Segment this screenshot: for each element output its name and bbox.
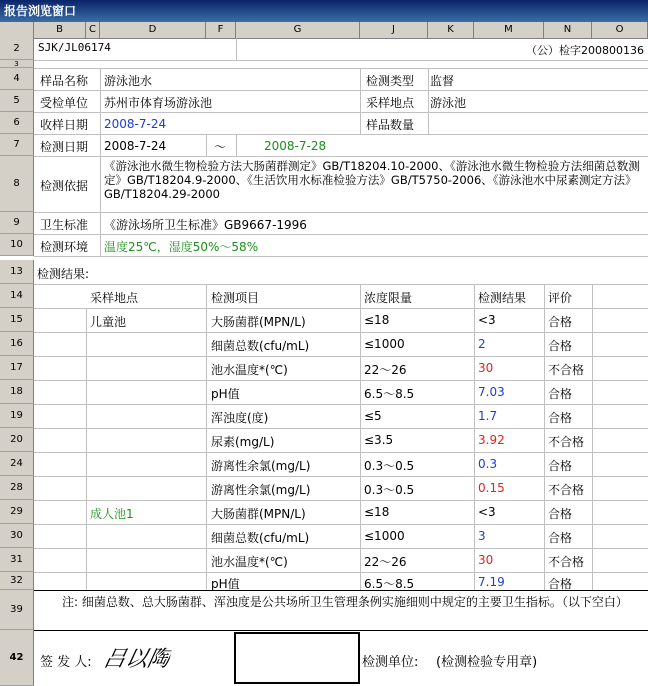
- table-row-limit[interactable]: 0.3～0.5: [364, 459, 415, 473]
- table-row-limit[interactable]: ≤1000: [364, 337, 405, 351]
- table-row-limit[interactable]: 22～26: [364, 555, 407, 569]
- date-range-tilde: ～: [214, 140, 227, 154]
- table-row-item[interactable]: 尿素(mg/L): [211, 435, 275, 449]
- window-title: 报告浏览窗口: [4, 4, 77, 18]
- unit-value[interactable]: 苏州市体育场游泳池: [104, 96, 213, 110]
- row-header-19[interactable]: 19: [0, 404, 34, 428]
- env-value[interactable]: 温度25℃，湿度50%～58%: [104, 240, 259, 254]
- table-row-eval[interactable]: 合格: [548, 411, 573, 425]
- certificate-number[interactable]: （公）检字200800136: [526, 44, 644, 57]
- org-seal-value[interactable]: (检测检验专用章): [436, 655, 538, 670]
- doc-number[interactable]: SJK/JL06174: [38, 41, 111, 54]
- row-header-39[interactable]: 39: [0, 590, 34, 630]
- table-row-limit[interactable]: ≤5: [364, 409, 382, 423]
- table-row-limit[interactable]: 22～26: [364, 363, 407, 377]
- table-row-item[interactable]: 细菌总数(cfu/mL): [211, 339, 310, 353]
- table-row-limit[interactable]: 6.5～8.5: [364, 577, 415, 590]
- row-header-28[interactable]: 28: [0, 476, 34, 500]
- row-header-4[interactable]: 4: [0, 68, 34, 90]
- signer-label: 签 发 人:: [40, 655, 92, 670]
- col-header-j[interactable]: J: [360, 22, 428, 38]
- row-header-17[interactable]: 17: [0, 356, 34, 380]
- row-header-14[interactable]: 14: [0, 284, 34, 308]
- test-date-to[interactable]: 2008-7-28: [264, 139, 327, 153]
- col-header-g[interactable]: G: [236, 22, 360, 38]
- table-row-item[interactable]: 浑浊度(度): [211, 411, 269, 425]
- spreadsheet-area[interactable]: [0, 38, 648, 686]
- table-row-eval[interactable]: 合格: [548, 339, 573, 353]
- corner-cell[interactable]: [0, 22, 34, 38]
- table-row-result[interactable]: 7.19: [478, 575, 505, 589]
- row-header-5[interactable]: 5: [0, 90, 34, 112]
- col-header-d[interactable]: D: [100, 22, 206, 38]
- test-type-value[interactable]: 监督: [430, 74, 455, 88]
- test-type-label: 检测类型: [366, 74, 415, 88]
- col-header-k[interactable]: K: [428, 22, 474, 38]
- table-row-eval[interactable]: 不合格: [548, 435, 585, 449]
- row-header-7[interactable]: 7: [0, 134, 34, 156]
- header-item: 检测项目: [211, 291, 260, 305]
- receive-date-value[interactable]: 2008-7-24: [104, 117, 167, 131]
- row-header-15[interactable]: 15: [0, 308, 34, 332]
- table-row-item[interactable]: 游离性余氯(mg/L): [211, 459, 311, 473]
- col-header-n[interactable]: N: [544, 22, 592, 38]
- table-row-result[interactable]: 1.7: [478, 409, 498, 423]
- table-row-eval[interactable]: 合格: [548, 315, 573, 329]
- col-header-o[interactable]: O: [592, 22, 648, 38]
- row-header-2[interactable]: 2: [0, 38, 34, 60]
- basis-label: 检测依据: [40, 179, 89, 193]
- table-row-limit[interactable]: ≤1000: [364, 529, 405, 543]
- column-header-bar: [0, 22, 648, 39]
- table-row-result[interactable]: 0.3: [478, 457, 498, 471]
- table-row-eval[interactable]: 合格: [548, 387, 573, 401]
- col-header-c[interactable]: C: [86, 22, 100, 38]
- row-header-6[interactable]: 6: [0, 112, 34, 134]
- receive-date-label: 收样日期: [40, 118, 89, 132]
- header-eval: 评价: [548, 291, 573, 305]
- col-header-f[interactable]: F: [206, 22, 236, 38]
- test-date-from[interactable]: 2008-7-24: [104, 139, 167, 153]
- site-value[interactable]: 游泳池: [430, 96, 467, 110]
- header-result: 检测结果: [478, 291, 527, 305]
- table-row-eval[interactable]: 不合格: [548, 483, 585, 497]
- col-header-b[interactable]: B: [34, 22, 86, 38]
- table-row-eval[interactable]: 合格: [548, 577, 573, 590]
- table-row-item[interactable]: 池水温度*(℃): [211, 555, 288, 569]
- table-row-result[interactable]: <3: [478, 505, 496, 519]
- row-header-9[interactable]: 9: [0, 212, 34, 234]
- col-header-m[interactable]: M: [474, 22, 544, 38]
- site-label: 采样地点: [366, 96, 415, 110]
- table-row-limit[interactable]: 6.5～8.5: [364, 387, 415, 401]
- results-label: 检测结果:: [37, 267, 90, 281]
- org-label: 检测单位:: [362, 655, 419, 670]
- seal-box[interactable]: [234, 632, 360, 684]
- row-header-32[interactable]: 32: [0, 572, 34, 590]
- table-row-item[interactable]: 池水温度*(℃): [211, 363, 288, 377]
- table-row-result[interactable]: <3: [478, 313, 496, 327]
- table-row-site[interactable]: 成人池1: [90, 507, 134, 521]
- table-row-eval[interactable]: 合格: [548, 507, 573, 521]
- sample-name-label: 样品名称: [40, 74, 89, 88]
- table-row-result[interactable]: 3: [478, 529, 486, 543]
- row-header-20[interactable]: 20: [0, 428, 34, 452]
- env-label: 检测环境: [40, 240, 89, 254]
- row-header-30[interactable]: 30: [0, 524, 34, 548]
- header-site: 采样地点: [90, 291, 139, 305]
- table-row-result[interactable]: 3.92: [478, 433, 505, 447]
- table-row-limit[interactable]: ≤18: [364, 505, 390, 519]
- test-date-label: 检测日期: [40, 140, 89, 154]
- standard-value[interactable]: 《游泳场所卫生标准》GB9667-1996: [104, 218, 307, 232]
- row-header-8[interactable]: 8: [0, 156, 34, 212]
- row-header-42[interactable]: 42: [0, 630, 34, 686]
- note-text[interactable]: 注: 细菌总数、总大肠菌群、浑浊度是公共场所卫生管理条例实施细则中规定的主要卫生指标。（以下空白）: [62, 595, 628, 609]
- table-row-result[interactable]: 2: [478, 337, 486, 351]
- row-header-3[interactable]: 3: [0, 60, 34, 68]
- row-header-29[interactable]: 29: [0, 500, 34, 524]
- table-row-result[interactable]: 30: [478, 553, 494, 567]
- table-row-item[interactable]: pH值: [211, 577, 240, 590]
- table-row-item[interactable]: pH值: [211, 387, 240, 401]
- table-row-item[interactable]: 游离性余氯(mg/L): [211, 483, 311, 497]
- table-row-eval[interactable]: 合格: [548, 531, 573, 545]
- table-row-item[interactable]: 大肠菌群(MPN/L): [211, 315, 306, 329]
- row-header-18[interactable]: 18: [0, 380, 34, 404]
- sample-name-value[interactable]: 游泳池水: [104, 74, 153, 88]
- header-limit: 浓度限量: [364, 291, 413, 305]
- basis-value[interactable]: 《游泳池水微生物检验方法大肠菌群测定》GB/T18204.10-2000、《游泳池水微生物检验方法细菌总数测定》GB/T18204.9-2000、《生活饮用水标准检验方法》GB/T5750-2006、《游泳池水中尿素测定方法》GB/T18204.29-2000: [104, 159, 640, 201]
- row-header-13[interactable]: 13: [0, 260, 34, 284]
- table-row-site[interactable]: 儿童池: [90, 315, 127, 329]
- sample-qty-value[interactable]: [430, 116, 640, 132]
- signature: 吕以陶: [100, 647, 173, 672]
- table-row-eval[interactable]: 不合格: [548, 363, 585, 377]
- sample-qty-label: 样品数量: [366, 118, 415, 132]
- table-row-result[interactable]: 7.03: [478, 385, 505, 399]
- table-row-result[interactable]: 30: [478, 361, 494, 375]
- table-row-item[interactable]: 大肠菌群(MPN/L): [211, 507, 306, 521]
- row-header-10[interactable]: 10: [0, 234, 34, 256]
- row-header-16[interactable]: 16: [0, 332, 34, 356]
- table-row-eval[interactable]: 合格: [548, 459, 573, 473]
- table-row-item[interactable]: 细菌总数(cfu/mL): [211, 531, 310, 545]
- standard-label: 卫生标准: [40, 218, 89, 232]
- table-row-eval[interactable]: 不合格: [548, 555, 585, 569]
- window-title-bar: [0, 0, 648, 22]
- row-header-31[interactable]: 31: [0, 548, 34, 572]
- table-row-limit[interactable]: 0.3～0.5: [364, 483, 415, 497]
- table-row-result[interactable]: 0.15: [478, 481, 505, 495]
- table-row-limit[interactable]: ≤18: [364, 313, 390, 327]
- unit-label: 受检单位: [40, 96, 89, 110]
- row-header-24[interactable]: 24: [0, 452, 34, 476]
- table-row-limit[interactable]: ≤3.5: [364, 433, 394, 447]
